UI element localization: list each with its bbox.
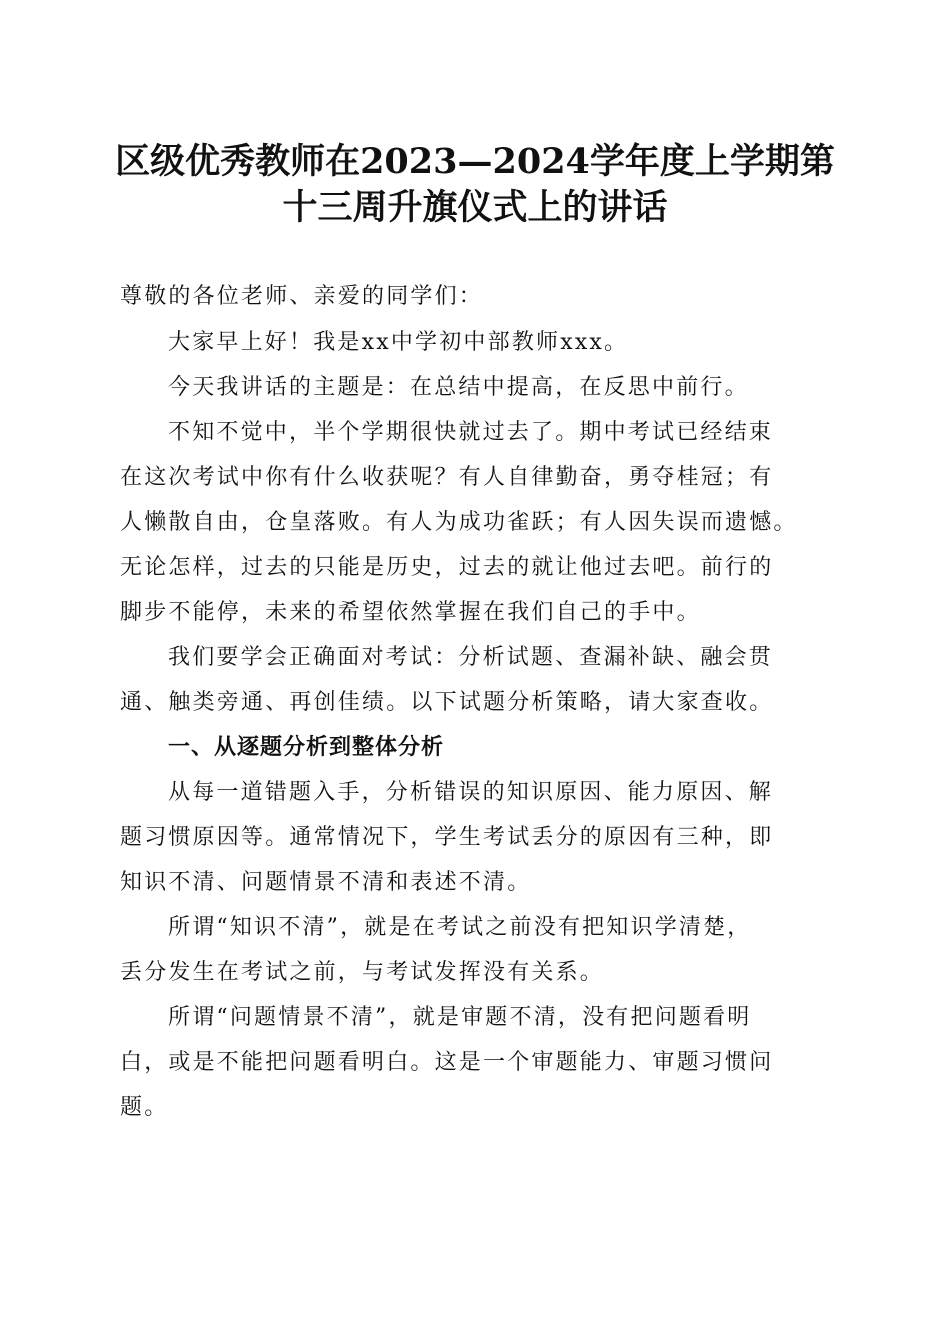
body-line: 知识不清、问题情景不清和表述不清。 (120, 870, 532, 895)
body-line: 丢分发生在考试之前，与考试发挥没有关系。 (120, 960, 605, 985)
section-heading: 一、从逐题分析到整体分析 (168, 735, 445, 760)
body-line: 脚步不能停，未来的希望依然掌握在我们自己的手中。 (120, 600, 701, 625)
greeting-line: 大家早上好！我是xx中学初中部教师xxx。 (168, 330, 629, 355)
topic-line: 今天我讲话的主题是：在总结中提高，在反思中前行。 (168, 375, 749, 400)
body-line: 无论怎样，过去的只能是历史，过去的就让他过去吧。前行的 (120, 555, 774, 580)
body-line: 所谓“问题情景不清”，就是审题不清，没有把问题看明 (168, 1005, 752, 1030)
body-line: 通、触类旁通、再创佳绩。以下试题分析策略，请大家查收。 (120, 690, 774, 715)
body-line: 白，或是不能把问题看明白。这是一个审题能力、审题习惯问 (120, 1050, 774, 1075)
body-line: 从每一道错题入手，分析错误的知识原因、能力原因、解 (168, 780, 774, 805)
body-line: 题习惯原因等。通常情况下，学生考试丢分的原因有三种，即 (120, 825, 774, 850)
body-line: 不知不觉中，半个学期很快就过去了。期中考试已经结束 (168, 420, 774, 445)
body-line: 题。 (120, 1095, 169, 1120)
document-title-line-2: 十三周升旗仪式上的讲话 (282, 187, 668, 228)
body-line: 我们要学会正确面对考试：分析试题、查漏补缺、融会贯 (168, 645, 774, 670)
salutation: 尊敬的各位老师、亲爱的同学们： (120, 284, 484, 309)
document-title-line-1: 区级优秀教师在2023—2024学年度上学期第 (115, 141, 835, 182)
body-line: 所谓“知识不清”，就是在考试之前没有把知识学清楚， (168, 915, 752, 940)
body-line: 人懒散自由，仓皇落败。有人为成功雀跃；有人因失误而遗憾。 (120, 510, 798, 535)
body-line: 在这次考试中你有什么收获呢？有人自律勤奋，勇夺桂冠；有 (120, 465, 774, 490)
